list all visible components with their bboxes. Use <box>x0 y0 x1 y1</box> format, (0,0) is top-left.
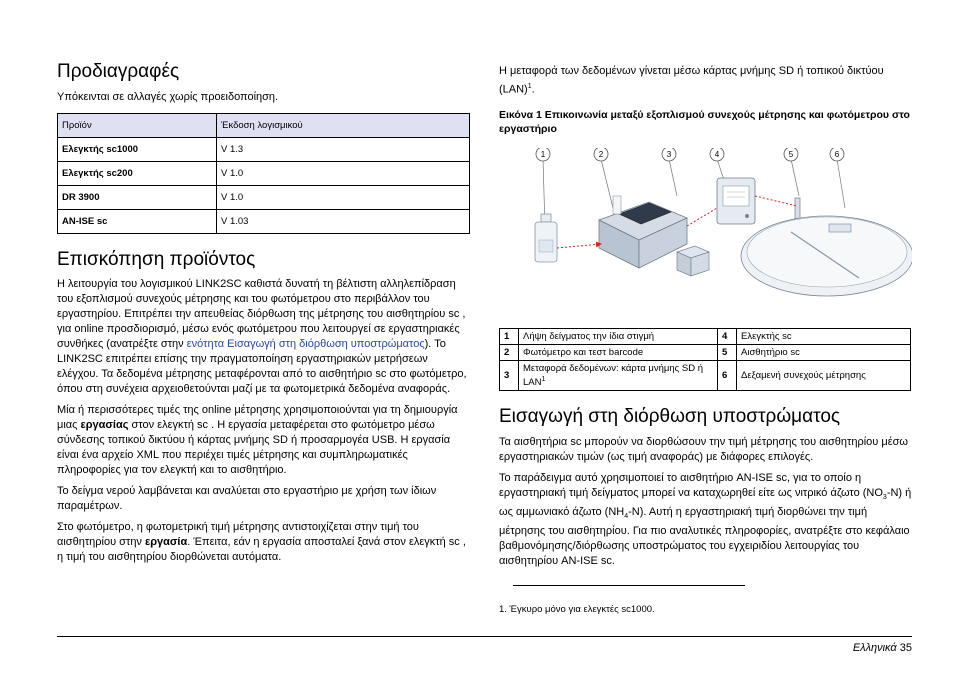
matrix-p2-text-a: Το παράδειγμα αυτό χρησιμοποιεί το αισθητήριο AN-ISE sc, για το οποίο η εργαστηριακή τιμή δείγματος μπορεί να καταχωρηθεί είτε ως νιτρικό άζωτο (NO <box>499 471 883 499</box>
table-row <box>58 210 470 234</box>
footnote-divider <box>513 585 745 586</box>
photometer-illustration <box>599 196 687 268</box>
overview-p1-text: Η λειτουργία του λογισμικού LINK2SC καθιστά δυνατή τη βέλτιστη αλληλεπίδραση του εξοπλισμού συνεχούς μέτρησης και του φωτόμετρου στο περιβάλλον του εργαστηρίου. Επιτρέπει την απευθείας διόρθωση της μέτρησης του αισθητηρίου sc , για online προσδιορισμό, μέσω ενός φωτόμετρου που λειτουργεί σε εργαστηριακές συνθήκες (ανατρέξτε στην <box>57 278 466 350</box>
overview-paragraph-1 <box>57 277 470 397</box>
overview-title: Επισκόπηση προϊόντος <box>57 249 256 270</box>
overview-p2-bold: εργασίας <box>80 419 129 431</box>
transfer-intro-text: Η μεταφορά των δεδομένων γίνεται μέσω κάρτας μνήμης SD ή τοπικού δικτύου (LAN) <box>499 65 884 96</box>
spec-header-product: Προϊόν <box>58 114 217 138</box>
overview-p4-bold: εργασία <box>145 536 188 548</box>
legend-text: Δεξαμενή συνεχούς μέτρησης <box>737 360 911 390</box>
figure-legend <box>499 328 911 391</box>
spec-table-header <box>58 114 470 138</box>
overview-p2-text: Μία ή περισσότερες τιμές της online μέτρησης χρησιμοποιούνται για τη δημιουργία μιας <box>57 404 458 431</box>
subscript: 4 <box>624 513 629 521</box>
legend-text: Μεταφορά δεδομένων: κάρτα μνήμης SD ή LAN <box>523 362 703 388</box>
matrix-section-link[interactable]: ενότητα Εισαγωγή στη διόρθωση υποστρώματος <box>186 338 425 350</box>
legend-text: Ελεγκτής sc <box>737 328 911 344</box>
callout-3 <box>662 148 676 161</box>
table-row <box>500 344 911 360</box>
page-bottom-rule <box>57 636 912 637</box>
callout-5 <box>784 148 798 161</box>
transfer-intro-end: . <box>531 83 535 96</box>
matrix-paragraph-2 <box>499 471 912 569</box>
table-row <box>500 360 911 390</box>
table-row <box>58 186 470 210</box>
table-row <box>58 138 470 162</box>
footnote: 1. Έγκυρο μόνο για ελεγκτές sc1000. <box>499 604 655 615</box>
svg-text:4: 4 <box>714 149 720 159</box>
callout-2 <box>594 148 608 161</box>
legend-text: Αισθητήριο sc <box>737 344 911 360</box>
svg-text:5: 5 <box>788 149 794 159</box>
spec-product: Ελεγκτής sc200 <box>58 162 217 186</box>
legend-num: 1 <box>500 328 519 344</box>
right-column <box>499 64 912 569</box>
controller-illustration <box>717 178 755 224</box>
legend-num: 6 <box>718 360 737 390</box>
table-row <box>500 328 911 344</box>
legend-text: Λήψη δείγματος την ίδια στιγμή <box>519 328 718 344</box>
overview-paragraph-2 <box>57 403 470 478</box>
subscript: 3 <box>882 494 887 501</box>
callout-4 <box>710 148 724 161</box>
svg-text:6: 6 <box>834 149 840 159</box>
spec-product: Ελεγκτής sc1000 <box>58 138 217 162</box>
spec-title: Προδιαγραφές <box>57 61 180 82</box>
page-number: 35 <box>899 642 912 654</box>
svg-text:2: 2 <box>598 149 604 159</box>
basin-illustration <box>741 216 912 296</box>
figure-caption: Εικόνα 1 Επικοινωνία μεταξύ εξοπλισμού συνεχούς μέτρησης και φωτόμετρου στο εργαστήριο <box>499 108 910 135</box>
overview-p2-text-end: στον ελεγκτή sc . Η εργασία μεταφέρεται στο φωτόμετρο μέσω σύνδεσης τοπικού δικτύου ή κάρτας μνήμης SD ή προσαρμογέα USB. Η εργασία είναι ένα αρχείο XML που περιέχει τιμές μέτρησης και συμπληρωματικές πληροφορίες για τον ελεγκτή και το αισθητήριο. <box>57 419 451 476</box>
spec-version: V 1.03 <box>217 210 470 234</box>
svg-text:3: 3 <box>666 149 672 159</box>
overview-p4-text-end: . Έπειτα, εάν η εργασία αποσταλεί ξανά στον ελεγκτή sc , η τιμή του αισθητηρίου διορθώνεται αυτόματα. <box>57 536 466 563</box>
legend-text-with-sup <box>519 360 718 390</box>
overview-p1-text-end: ). Το LINK2SC επιτρέπει επίσης την πραγματοποίηση εργαστηριακών μετρήσεων ελέγχου. Τα δεδομένα μέτρησης μεταφέρονται από το αισθητήριο sc στο φωτόμετρο, όπου στη συνέχεια αρχειοθετούνται μαζί με τα φωτομετρικά δεδομένα αναφοράς. <box>57 338 467 395</box>
legend-num: 2 <box>500 344 519 360</box>
matrix-p2-text-b: -N) ή ως αμμωνιακό άζωτο (NH <box>499 486 912 518</box>
sample-bottle-illustration <box>535 214 557 262</box>
matrix-paragraph-1: Τα αισθητήρια sc μπορούν να διορθώσουν την τιμή μέτρησης του αισθητηρίου μέσω εργαστηριακών τιμών (ως τιμή αναφοράς) με διάφορες επιλογές. <box>499 435 908 463</box>
overview-paragraph-3: Το δείγμα νερού λαμβάνεται και αναλύεται στο εργαστήριο με χρήση των ίδιων παραμέτρων. <box>57 485 437 512</box>
transfer-intro <box>499 64 912 98</box>
legend-num: 4 <box>718 328 737 344</box>
spec-table <box>57 113 470 234</box>
spec-header-version: Έκδοση λογισμικού <box>217 114 470 138</box>
callout-6 <box>830 148 844 161</box>
footer-language: Ελληνικά <box>852 642 897 654</box>
overview-p4-text: Στο φωτόμετρο, η φωτομετρική τιμή μέτρησης αντιστοιχίζεται στην τιμή του αισθητηρίου στην <box>57 521 419 548</box>
matrix-correction-title: Εισαγωγή στη διόρθωση υποστρώματος <box>499 405 841 427</box>
footnote-ref: 1 <box>541 375 546 383</box>
table-row <box>58 162 470 186</box>
legend-text: Φωτόμετρο και τεστ barcode <box>519 344 718 360</box>
legend-num: 5 <box>718 344 737 360</box>
spec-version: V 1.0 <box>217 162 470 186</box>
spec-version: V 1.3 <box>217 138 470 162</box>
barcode-test-box-illustration <box>677 246 709 276</box>
svg-text:1: 1 <box>540 149 546 159</box>
spec-version: V 1.0 <box>217 186 470 210</box>
spec-subtitle: Υπόκεινται σε αλλαγές χωρίς προειδοποίηση. <box>57 91 279 103</box>
page-footer <box>853 642 912 654</box>
figure-illustration <box>499 148 912 318</box>
footnote-ref: 1 <box>527 83 532 90</box>
legend-num: 3 <box>500 360 519 390</box>
spec-product: DR 3900 <box>58 186 217 210</box>
matrix-p2-text-c: -N). Αυτή η εργαστηριακή τιμή διορθώνει την τιμή μέτρησης του αισθητηρίου. Για πιο αναλυτικές πληροφορίες, ανατρέξτε στο κεφάλαιο βαθμονόμησης/διόρθωσης υποστρώματος του εγχειριδίου λειτουργίας του αισθητηρίου AN-ISE sc. <box>499 506 910 568</box>
left-column <box>57 60 470 565</box>
spec-product: AN-ISE sc <box>58 210 217 234</box>
overview-paragraph-4 <box>57 520 470 565</box>
callout-1 <box>536 148 550 161</box>
